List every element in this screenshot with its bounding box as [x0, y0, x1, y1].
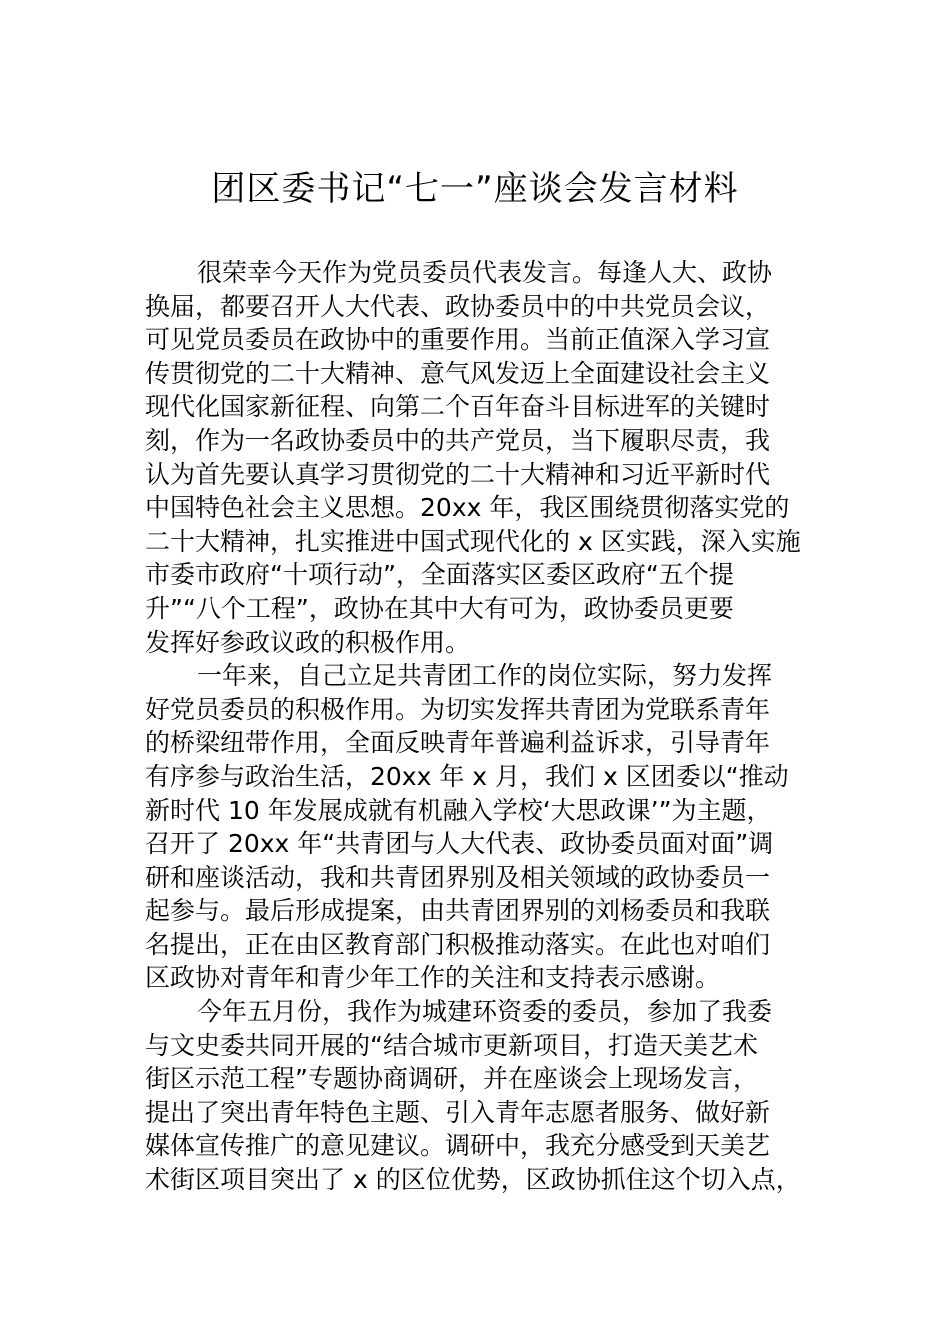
text-line: 市委市政府“十项行动”，全面落实区委区政府“五个提: [145, 560, 734, 590]
text-line: 街区示范工程”专题协商调研，并在座谈会上现场发言，: [145, 1064, 758, 1094]
text-line: 中国特色社会主义思想。20xx 年，我区围绕贯彻落实党的: [145, 493, 790, 523]
document-body: [145, 256, 815, 1197]
text-line: 换届，都要召开人大代表、政协委员中的中共党员会议，: [145, 291, 771, 321]
text-line: 传贯彻党的二十大精神、意气风发迈上全面建设社会主义: [145, 358, 771, 388]
text-line: 媒体宣传推广的意见建议。调研中，我充分感受到天美艺: [145, 1131, 771, 1161]
text-line: 提出了突出青年特色主题、引入青年志愿者服务、做好新: [145, 1097, 771, 1127]
text-line: 今年五月份，我作为城建环资委的委员，参加了我委: [197, 997, 773, 1027]
paragraph-1: [145, 256, 815, 659]
text-line: 刻，作为一名政协委员中的共产党员，当下履职尽责，我: [145, 425, 771, 455]
text-line: 很荣幸今天作为党员委员代表发言。每逢人大、政协: [197, 258, 773, 287]
text-line: 召开了 20xx 年“共青团与人大代表、政协委员面对面”调: [145, 829, 774, 859]
paragraph-3: [145, 995, 815, 1197]
paragraph-2: [145, 659, 815, 995]
text-line: 现代化国家新征程、向第二个百年奋斗目标进军的关键时: [145, 392, 771, 422]
text-line: 发挥好参政议政的积极作用。: [145, 627, 471, 657]
text-line: 升”“八个工程”，政协在其中大有可为，政协委员更要: [145, 593, 734, 623]
text-line: 一年来，自己立足共青团工作的岗位实际，努力发挥: [197, 661, 773, 691]
text-line: 可见党员委员在政协中的重要作用。当前正值深入学习宣: [145, 325, 771, 355]
text-line: 术街区项目突出了 x 的区位优势，区政协抓住这个切入点，: [145, 1165, 801, 1195]
text-line: 认为首先要认真学习贯彻党的二十大精神和习近平新时代: [145, 459, 771, 489]
text-line: 二十大精神，扎实推进中国式现代化的 x 区实践，深入实施: [145, 526, 801, 556]
text-line: 的桥梁纽带作用，全面反映青年普遍利益诉求，引导青年: [145, 728, 771, 758]
text-line: 与文史委共同开展的“结合城市更新项目，打造天美艺术: [145, 1030, 758, 1060]
text-line: 区政协对青年和青少年工作的关注和支持表示感谢。: [145, 963, 721, 993]
text-line: 有序参与政治生活，20xx 年 x 月，我们 x 区团委以“推动: [145, 761, 789, 791]
text-line: 新时代 10 年发展成就有机融入学校‘大思政课’”为主题，: [145, 795, 772, 825]
text-line: 名提出，正在由区教育部门积极推动落实。在此也对咱们: [145, 929, 771, 959]
text-line: 好党员委员的积极作用。为切实发挥共青团为党联系青年: [145, 694, 771, 724]
text-line: 起参与。最后形成提案，由共青团界别的刘杨委员和我联: [145, 896, 771, 926]
document-title: 团区委书记“七一”座谈会发言材料: [211, 169, 739, 209]
text-line: 研和座谈活动，我和共青团界别及相关领域的政协委员一: [145, 862, 771, 892]
